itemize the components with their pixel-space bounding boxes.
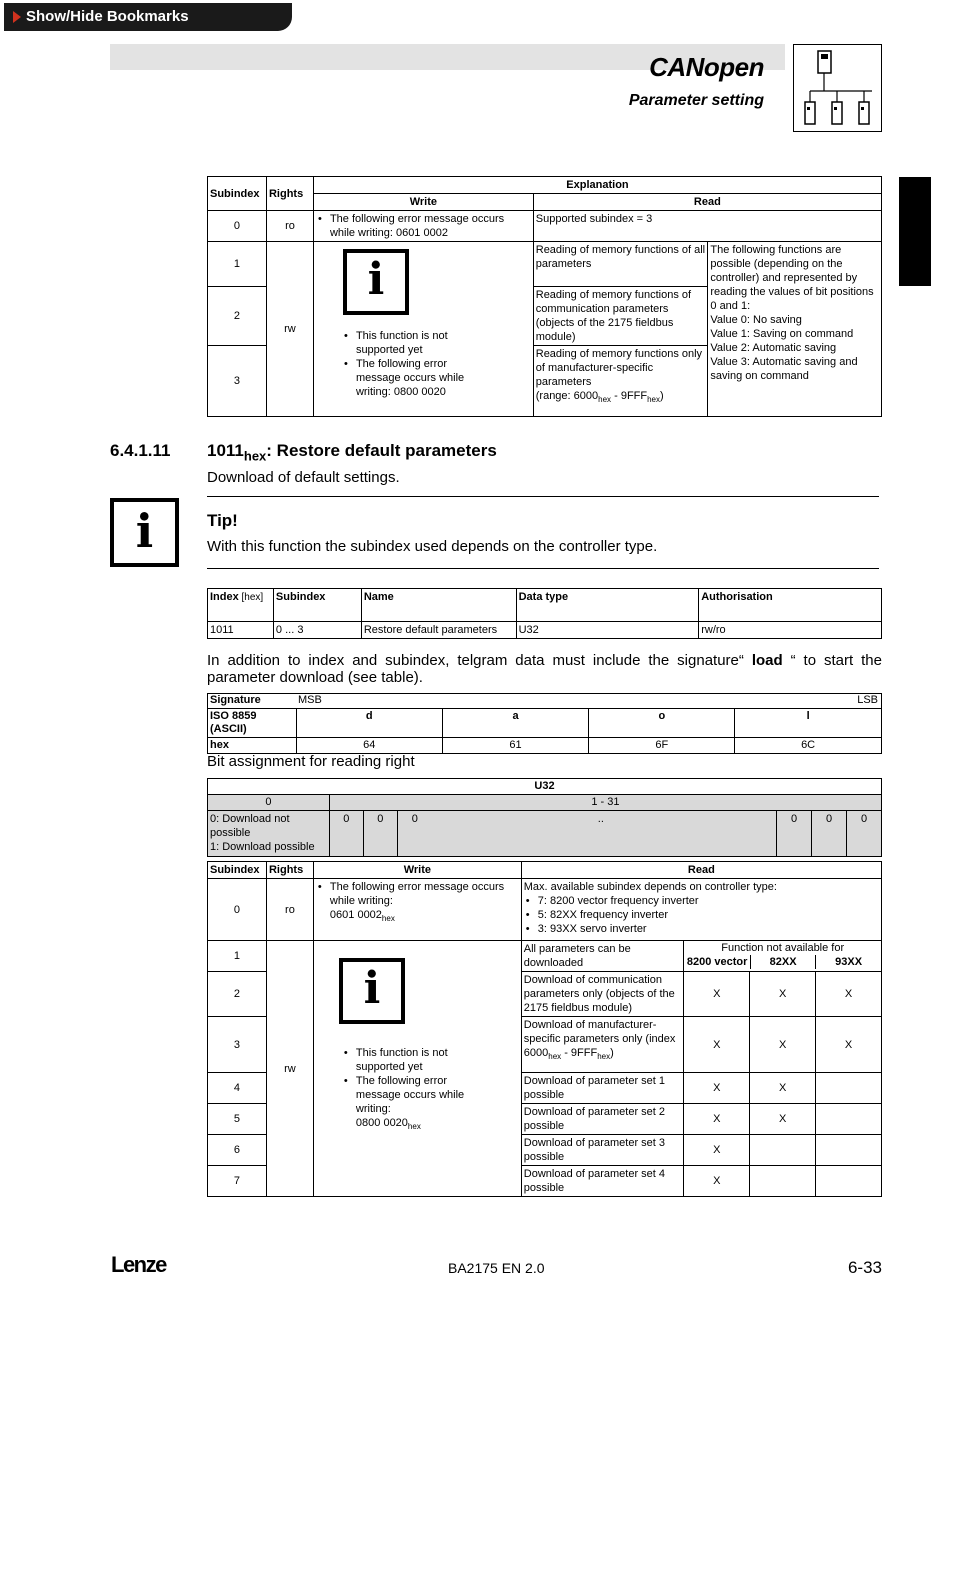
table-cell: 0: [847, 811, 882, 857]
info-icon: i: [343, 249, 409, 315]
list-item: • This function is not supported yet: [342, 1046, 482, 1074]
read-text: ): [610, 1047, 614, 1059]
table-cell: 0 ... 3: [273, 622, 361, 639]
table-cell: 0: [208, 879, 267, 941]
write-text: The following error message occurs while writing:: [355, 1075, 465, 1115]
section-intro: Download of default settings.: [207, 469, 400, 486]
table-cell: All parameters can be downloaded: [521, 941, 684, 972]
table-cell: [521, 1017, 684, 1073]
table-cell: [208, 694, 882, 709]
table-cell: U32: [516, 622, 699, 639]
table-cell: [533, 346, 708, 417]
value-line: Value 1: Saving on command: [710, 328, 854, 340]
para-text: In addition to index and subindex, telgram data must include the signature“: [207, 652, 752, 669]
title-hex: hex: [243, 448, 267, 464]
list-item: • 3: 93XX servo inverter: [524, 922, 879, 936]
table-cell: ro: [266, 211, 313, 242]
table-cell: 6: [208, 1135, 267, 1166]
table-cell: rw/ro: [699, 622, 882, 639]
table-header: Subindex: [208, 862, 267, 879]
table-cell: Download of communication parameters only (objects of the 2175 fieldbus module): [521, 972, 684, 1017]
table-cell: [313, 941, 521, 1197]
list-item: • This function is not supported yet: [342, 329, 482, 357]
hex-sub: hex: [647, 395, 661, 405]
table-cell: X: [750, 1104, 816, 1135]
chapter-tab-marker: [899, 177, 931, 286]
range-text: ): [660, 390, 664, 402]
table-cell: 6F: [589, 738, 735, 754]
memory-functions-table: [207, 176, 882, 417]
u32-table: [207, 778, 882, 857]
table-cell: Reading of memory functions of communication parameters (objects of the 2175 fieldbus module): [533, 287, 708, 346]
function-na-label: Function not available for: [721, 942, 845, 954]
table-cell: 4: [208, 1073, 267, 1104]
table-header: 1 - 31: [329, 795, 881, 811]
table-header: 0: [208, 795, 330, 811]
bit-caption: Bit assignment for reading right: [207, 753, 415, 770]
table-cell: 1011: [208, 622, 274, 639]
table-header: Explanation: [313, 177, 881, 194]
bit-dots: ..: [597, 813, 604, 825]
list-item: • 5: 82XX frequency inverter: [524, 908, 879, 922]
header-text: Signature: [210, 694, 261, 706]
table-cell: 0: [812, 811, 847, 857]
table-header: Write: [313, 194, 533, 211]
divider: [207, 496, 879, 497]
table-header: Read: [521, 862, 881, 879]
page-title: CANopen: [649, 52, 764, 82]
table-cell: Supported subindex = 3: [533, 211, 881, 242]
table-cell: X: [750, 972, 816, 1017]
functions-desc: The following functions are possible (depending on the controller) and represented by reading the values of bit positions 0 and 1:: [710, 244, 874, 312]
info-icon: i: [339, 958, 405, 1024]
hex-sub: hex: [407, 1122, 421, 1132]
table-cell: 1: [208, 242, 267, 287]
lenze-logo: Lenze: [111, 1252, 166, 1277]
table-cell: X: [684, 1135, 750, 1166]
page-subtitle: Parameter setting: [628, 92, 764, 109]
divider: [207, 568, 879, 569]
table-cell: 1: [208, 941, 267, 972]
list-item: [342, 1074, 482, 1134]
list-item: [316, 880, 519, 926]
table-header: Subindex: [208, 177, 267, 211]
restore-subindex-table: [207, 861, 882, 1197]
table-cell: [521, 879, 881, 941]
network-icon: [793, 44, 882, 132]
table-cell: [313, 879, 521, 941]
value-line: Value 2: Automatic saving: [710, 342, 837, 354]
table-cell: 0: [777, 811, 812, 857]
section-number: 6.4.1.11: [110, 441, 171, 460]
bit-desc: 0: Download not possible: [210, 813, 290, 839]
table-cell: a: [442, 709, 589, 738]
write-code: 0601 0002: [329, 909, 382, 921]
tip-title: Tip!: [207, 511, 238, 530]
list-item: • 7: 8200 vector frequency inverter: [524, 894, 879, 908]
section-title: [207, 441, 497, 463]
col-header: 8200 vector: [686, 956, 748, 968]
table-cell: X: [684, 1073, 750, 1104]
table-cell: 6C: [735, 738, 882, 754]
table-cell: [750, 1135, 816, 1166]
table-cell: rw: [266, 242, 313, 417]
table-header: Authorisation: [699, 589, 882, 622]
table-header: Rights: [266, 862, 313, 879]
bit-value: 0: [411, 813, 418, 825]
read-text: Reading of memory functions only of manufacturer-specific parameters: [535, 348, 703, 388]
write-code: 0800 0020: [355, 1117, 408, 1129]
value-line: Value 0: No saving: [710, 314, 802, 326]
table-cell: [708, 242, 882, 417]
table-cell: [816, 1073, 882, 1104]
read-text: Download of manufacturer-specific parameters only (index 6000: [523, 1019, 676, 1059]
table-cell: 2: [208, 972, 267, 1017]
hex-sub: hex: [548, 1052, 562, 1062]
lsb-label: LSB: [857, 694, 878, 706]
page-number: 6-33: [847, 1258, 882, 1277]
table-header: Subindex: [273, 589, 361, 622]
doc-id: BA2175 EN 2.0: [448, 1260, 545, 1276]
table-cell: X: [816, 1017, 882, 1073]
table-cell: 64: [296, 738, 442, 754]
triangle-right-icon: [13, 11, 21, 23]
para-text: “ to start the parameter download (see table).: [207, 652, 882, 686]
col-header: 93XX: [815, 955, 881, 969]
table-cell: 0: [363, 811, 397, 857]
write-text: The following error message occurs while writing:: [329, 881, 505, 907]
table-cell: [313, 242, 533, 417]
info-icon: i: [110, 498, 179, 567]
table-header: [208, 589, 274, 622]
hex-sub: hex: [598, 395, 612, 405]
index-table: [207, 588, 882, 639]
table-cell: Reading of memory functions of all parameters: [533, 242, 708, 287]
table-cell: Restore default parameters: [361, 622, 516, 639]
table-cell: [397, 811, 776, 857]
table-cell: ISO 8859 (ASCII): [208, 709, 297, 738]
para-bold: load: [751, 652, 783, 669]
table-cell: Download of parameter set 4 possible: [521, 1166, 684, 1197]
table-header: Write: [313, 862, 521, 879]
signature-paragraph: [207, 652, 882, 686]
table-cell: [684, 941, 882, 972]
table-cell: [816, 1135, 882, 1166]
table-cell: 7: [208, 1166, 267, 1197]
title-text: : Restore default parameters: [266, 441, 497, 460]
table-cell: l: [735, 709, 882, 738]
table-cell: hex: [208, 738, 297, 754]
signature-table: [207, 693, 882, 754]
read-text: Max. available subindex depends on controller type:: [523, 881, 777, 893]
table-cell: [208, 811, 330, 857]
table-cell: X: [750, 1073, 816, 1104]
table-cell: X: [684, 972, 750, 1017]
table-cell: rw: [266, 941, 313, 1197]
table-cell: [816, 1104, 882, 1135]
table-cell: d: [296, 709, 442, 738]
table-cell: Download of parameter set 2 possible: [521, 1104, 684, 1135]
show-hide-bookmarks-button[interactable]: [4, 3, 292, 31]
col-header: 82XX: [750, 955, 815, 969]
table-cell: 5: [208, 1104, 267, 1135]
hex-sub: hex: [597, 1052, 611, 1062]
table-header: Read: [533, 194, 881, 211]
tip-text: With this function the subindex used depends on the controller type.: [207, 538, 658, 555]
table-cell: 2: [208, 287, 267, 346]
table-cell: ro: [266, 879, 313, 941]
table-cell: 0: [208, 211, 267, 242]
header-unit: [hex]: [238, 592, 264, 603]
table-header: Rights: [266, 177, 313, 211]
table-header: Data type: [516, 589, 699, 622]
table-cell: [816, 1166, 882, 1197]
table-cell: X: [684, 1166, 750, 1197]
table-cell: [750, 1166, 816, 1197]
range-line: [536, 389, 706, 407]
range-text: (range: 6000: [535, 390, 599, 402]
table-cell: 61: [442, 738, 589, 754]
table-cell: 3: [208, 346, 267, 417]
table-cell: Download of parameter set 1 possible: [521, 1073, 684, 1104]
table-cell: Download of parameter set 3 possible: [521, 1135, 684, 1166]
bit-desc: 1: Download possible: [210, 841, 315, 853]
list-item: • The following error message occurs while writing: 0601 0002: [316, 212, 531, 240]
table-cell: [313, 211, 533, 242]
value-line: Value 3: Automatic saving and saving on command: [710, 356, 858, 382]
title-index: 1011: [207, 441, 244, 460]
table-cell: X: [684, 1017, 750, 1073]
table-cell: o: [589, 709, 735, 738]
table-cell: X: [684, 1104, 750, 1135]
table-cell: 0: [329, 811, 363, 857]
table-cell: X: [816, 972, 882, 1017]
table-cell: X: [750, 1017, 816, 1073]
list-item: • The following error message occurs while writing: 0800 0020: [342, 357, 482, 399]
table-header: U32: [208, 779, 882, 795]
table-header: Name: [361, 589, 516, 622]
range-text: - 9FFF: [611, 390, 648, 402]
header-text: Index: [210, 591, 239, 603]
table-cell: 3: [208, 1017, 267, 1073]
hex-sub: hex: [381, 914, 395, 924]
read-text: - 9FFF: [561, 1047, 598, 1059]
msb-label: MSB: [298, 694, 322, 706]
bookmark-label: Show/Hide Bookmarks: [26, 8, 189, 25]
